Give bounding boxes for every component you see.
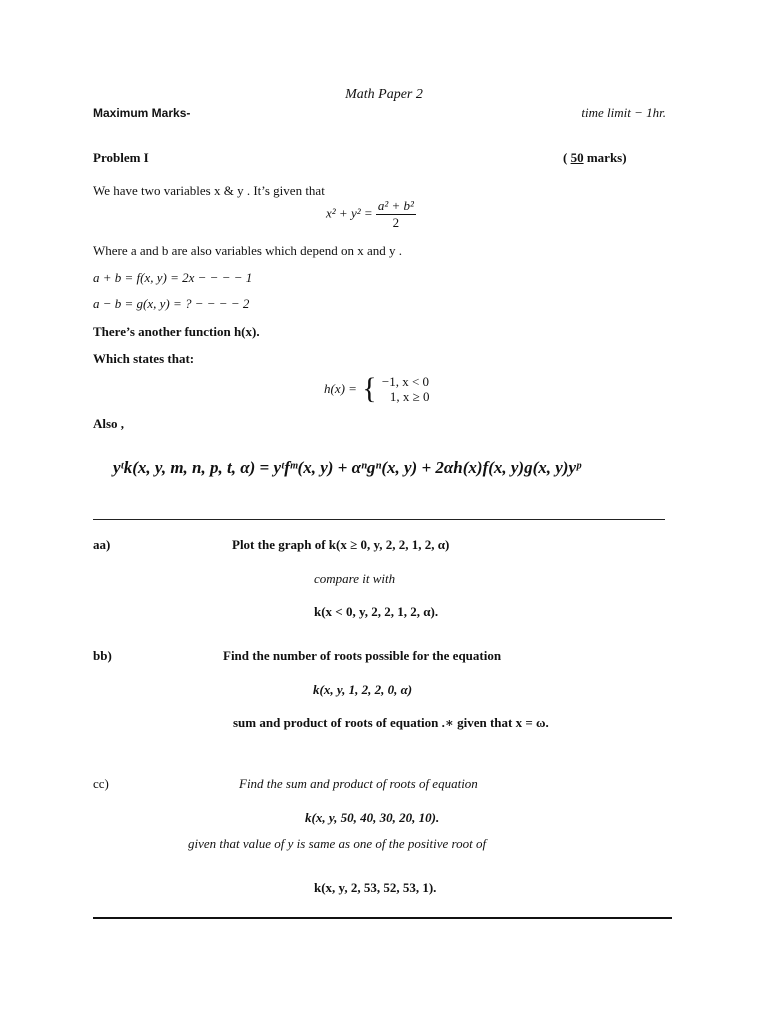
- fraction-numerator: a² + b²: [377, 198, 414, 213]
- left-brace-icon: {: [362, 372, 377, 405]
- main-equation: [326, 198, 416, 231]
- fraction-denominator: 2: [392, 215, 400, 230]
- part-aa-text: Plot the graph of k(x ≥ 0, y, 2, 2, 1, 2, α): [232, 537, 450, 552]
- time-limit: time limit − 1hr.: [581, 105, 666, 120]
- part-cc-text: Find the sum and product of roots of equation: [239, 776, 478, 791]
- problem-marks: [563, 150, 627, 166]
- section-divider-bottom: [93, 917, 672, 919]
- another-function-line: There’s another function h(x).: [93, 324, 260, 339]
- part-cc-k-expression: k(x, y, 50, 40, 30, 20, 10).: [305, 810, 440, 825]
- also-label: Also ,: [93, 416, 125, 431]
- equation-2: a − b = g(x, y) = ? − − − − 2: [93, 296, 250, 311]
- which-states-line: Which states that:: [93, 351, 195, 366]
- where-line: Where a and b are also variables which depend on x and y .: [93, 243, 402, 258]
- main-equation-fraction: [376, 198, 416, 231]
- part-cc-k-expression-2: k(x, y, 2, 53, 52, 53, 1).: [314, 880, 437, 895]
- part-bb-label: bb): [93, 648, 112, 663]
- marks-open: (: [563, 150, 571, 165]
- part-aa-k-expression: k(x < 0, y, 2, 2, 1, 2, α).: [314, 604, 439, 619]
- part-cc-label: cc): [93, 776, 109, 791]
- main-equation-lhs: x² + y² =: [326, 205, 376, 221]
- piecewise-definition: [324, 374, 430, 404]
- equation-1: a + b = f(x, y) = 2x − − − − 1: [93, 270, 253, 285]
- section-divider-top: [93, 519, 665, 520]
- intro-text: We have two variables x & y . It’s given that: [93, 183, 325, 198]
- piecewise-lhs: h(x) =: [324, 381, 357, 396]
- maximum-marks-label: Maximum Marks-: [93, 106, 191, 120]
- part-aa-compare: compare it with: [314, 571, 396, 586]
- marks-close: marks): [583, 150, 627, 165]
- piecewise-cases: [382, 374, 430, 404]
- part-bb-k-expression: k(x, y, 1, 2, 2, 0, α): [313, 682, 413, 697]
- piecewise-case-1: −1, x < 0: [381, 374, 430, 389]
- k-function-definition: yᵗk(x, y, m, n, p, t, α) = yᵗfᵐ(x, y) + αⁿgⁿ(x, y) + 2αh(x)f(x, y)g(x, y)yᵖ: [113, 458, 582, 477]
- part-bb-text: Find the number of roots possible for the equation: [223, 648, 502, 663]
- part-bb-sum-product: sum and product of roots of equation .∗ given that x = ω.: [233, 715, 549, 730]
- part-cc-given: given that value of y is same as one of the positive root of: [188, 836, 487, 851]
- problem-title: Problem I: [93, 150, 149, 165]
- marks-value: 50: [570, 150, 584, 165]
- piecewise-case-2: 1, x ≥ 0: [389, 389, 430, 404]
- paper-title: Math Paper 2: [345, 87, 423, 102]
- part-aa-label: aa): [93, 537, 111, 552]
